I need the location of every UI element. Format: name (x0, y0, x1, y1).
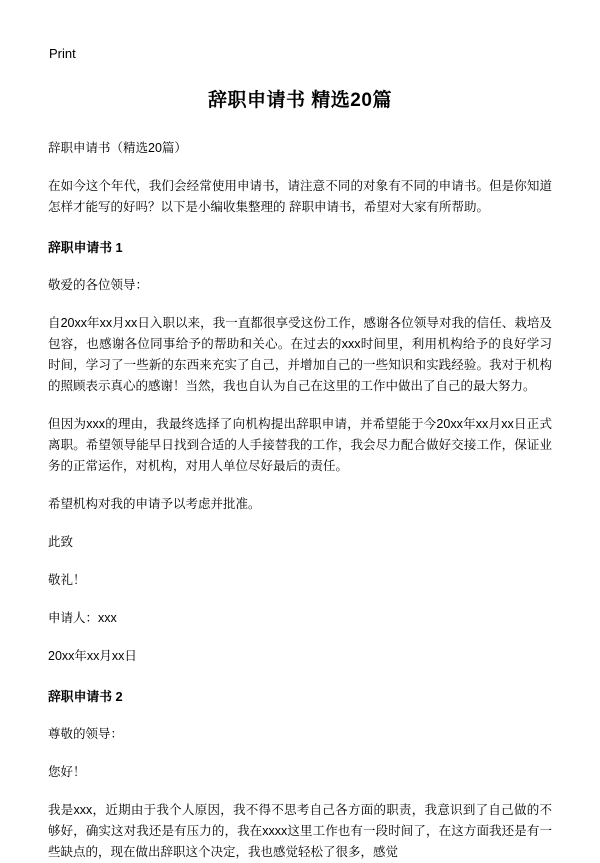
print-button[interactable]: Print (49, 46, 76, 61)
paragraph-intro: 在如今这个年代，我们会经常使用申请书，请注意不同的对象有不同的申请书。但是你知道怎样才能写的好吗？以下是小编收集整理的 辞职申请书，希望对大家有所帮助。 (48, 179, 552, 214)
paragraph-salutation-2: 尊敬的领导： (48, 727, 124, 741)
paragraph-greeting-2: 您好！ (48, 765, 86, 779)
paragraph-body-1c: 希望机构对我的申请予以考虑并批准。 (48, 497, 261, 511)
page-title: 辞职申请书 精选20篇 (208, 90, 392, 111)
paragraph-body-2a: 我是xxx，近期由于我个人原因，我不得不思考自己各方面的职责，我意识到了自己做的不够好，确实这对我还是有压力的，我在xxxx这里工作也有一段时间了，在这方面我还是有一些缺点的，现在做出辞职这个决定，我也感觉轻松了很多，感觉 (48, 803, 552, 859)
paragraph-salute-1: 敬礼！ (48, 573, 86, 587)
paragraph-body-1b: 但因为xxx的理由，我最终选择了向机构提出辞职申请，并希望能于今20xx年xx月xx日正式离职。希望领导能早日找到合适的人手接替我的工作，我会尽力配合做好交接工作，保证业务的正常运作，对机构，对用人单位尽好最后的责任。 (48, 417, 552, 473)
section-heading-2: 辞职申请书 2 (48, 689, 123, 704)
paragraph-applicant-1: 申请人：xxx (48, 611, 117, 625)
section-heading-1: 辞职申请书 1 (48, 240, 123, 255)
paragraph-closing-1: 此致 (48, 535, 74, 549)
paragraph-body-1a: 自20xx年xx月xx日入职以来，我一直都很享受这份工作，感谢各位领导对我的信任、栽培及包容，也感谢各位同事给予的帮助和关心。在过去的xxx时间里，利用机构给予的良好学习时间，学习了一些新的东西来充实了自己，并增加自己的一些知识和实践经验。我对于机构的照顾表示真心的感谢！当然，我也自认为自己在这里的工作中做出了自己的最大努力。 (48, 316, 552, 393)
paragraph-salutation-1: 敬爱的各位领导： (48, 278, 149, 292)
paragraph-subtitle: 辞职申请书（精选20篇） (48, 141, 187, 155)
paragraph-date-1: 20xx年xx月xx日 (48, 649, 137, 663)
